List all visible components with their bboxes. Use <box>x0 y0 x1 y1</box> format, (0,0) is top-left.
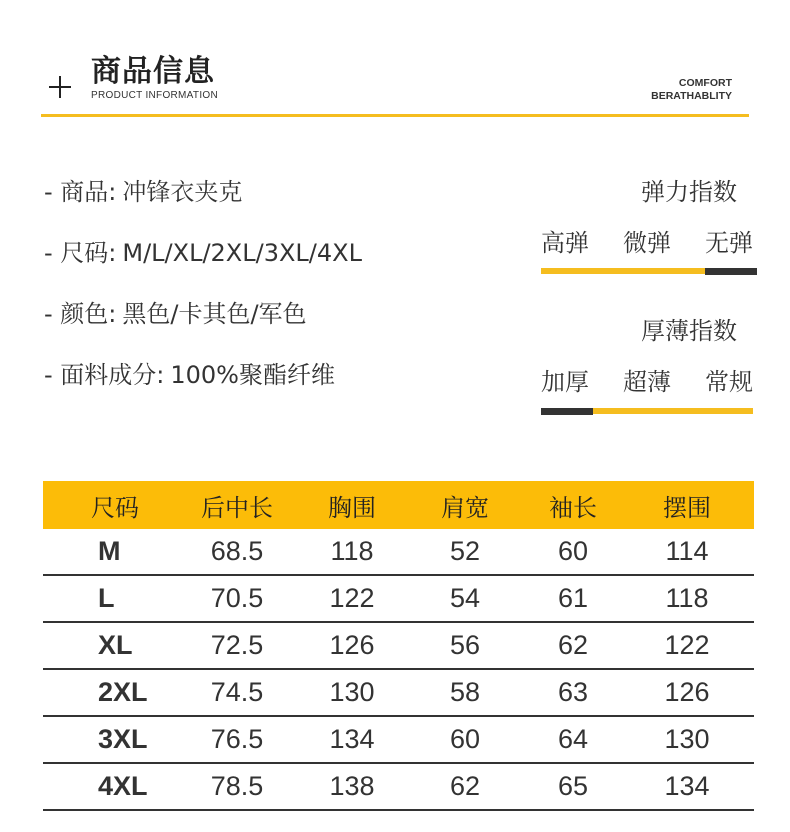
elasticity-option-high: 高弹 <box>541 229 589 257</box>
table-row <box>43 764 754 811</box>
comfort-line-1: COMFORT <box>678 77 732 89</box>
shoulder-cell: 52 <box>449 536 481 566</box>
size-cell: 2XL <box>98 677 148 707</box>
chest-cell: 126 <box>329 630 375 660</box>
info-value: 100%聚酯纤维 <box>170 361 335 389</box>
col-header-hem: 摆围 <box>663 493 711 522</box>
size-table <box>43 481 754 811</box>
info-value: 黑色/卡其色/军色 <box>122 300 307 328</box>
thickness-bar <box>541 408 753 414</box>
elasticity-options <box>541 223 753 258</box>
hem-cell: 134 <box>664 771 710 801</box>
info-row-fabric <box>44 355 368 416</box>
length-cell: 72.5 <box>210 630 264 660</box>
table-header <box>43 481 754 529</box>
table-row <box>43 717 754 764</box>
shoulder-cell: 54 <box>449 583 481 613</box>
info-row-color <box>44 294 368 355</box>
col-header-length: 后中长 <box>201 493 273 522</box>
hem-cell: 130 <box>664 724 710 754</box>
thickness-bar-indicator <box>541 408 593 415</box>
thickness-title: 厚薄指数 <box>641 317 737 345</box>
shoulder-cell: 58 <box>449 677 481 707</box>
info-label: - 面料成分: <box>44 361 165 389</box>
table-row <box>43 529 754 576</box>
thickness-option-thick: 加厚 <box>541 368 589 396</box>
elasticity-title: 弹力指数 <box>641 178 737 206</box>
length-cell: 76.5 <box>210 724 264 754</box>
length-cell: 74.5 <box>210 677 264 707</box>
elasticity-option-slight: 微弹 <box>623 229 671 257</box>
hem-cell: 126 <box>664 677 710 707</box>
size-cell: 4XL <box>98 771 148 801</box>
hem-cell: 118 <box>665 583 709 613</box>
col-header-chest: 胸围 <box>328 493 376 522</box>
sleeve-cell: 63 <box>557 677 589 707</box>
elasticity-bar <box>541 268 757 274</box>
sleeve-cell: 65 <box>557 771 589 801</box>
sleeve-cell: 64 <box>557 724 589 754</box>
shoulder-cell: 56 <box>449 630 481 660</box>
size-cell: 3XL <box>98 724 148 754</box>
sleeve-cell: 60 <box>557 536 589 566</box>
table-row <box>43 623 754 670</box>
elasticity-bar-indicator <box>705 268 757 275</box>
product-info-list <box>44 172 368 416</box>
plus-icon <box>49 76 71 98</box>
size-cell: XL <box>98 630 133 660</box>
hem-cell: 114 <box>665 536 709 566</box>
chest-cell: 138 <box>329 771 375 801</box>
length-cell: 68.5 <box>210 536 264 566</box>
info-value: M/L/XL/2XL/3XL/4XL <box>122 239 362 267</box>
size-cell: L <box>98 583 115 613</box>
thickness-option-thin: 超薄 <box>623 368 671 396</box>
chest-cell: 134 <box>329 724 375 754</box>
thickness-options <box>541 362 753 397</box>
header-divider <box>41 114 749 117</box>
info-row-size <box>44 233 368 294</box>
page-title: 商品信息 <box>91 54 215 89</box>
shoulder-cell: 60 <box>449 724 481 754</box>
col-header-size: 尺码 <box>91 493 139 522</box>
info-label: - 商品: <box>44 178 117 206</box>
info-value: 冲锋衣夹克 <box>122 178 243 206</box>
length-cell: 70.5 <box>210 583 264 613</box>
table-row <box>43 576 754 623</box>
chest-cell: 130 <box>329 677 375 707</box>
sleeve-cell: 61 <box>557 583 589 613</box>
comfort-line-2: BERATHABLITY <box>651 90 732 102</box>
chest-cell: 118 <box>330 536 374 566</box>
thickness-option-regular: 常规 <box>705 368 753 396</box>
info-row-product <box>44 172 368 233</box>
page-subtitle: PRODUCT INFORMATION <box>91 90 218 101</box>
chest-cell: 122 <box>329 583 375 613</box>
shoulder-cell: 62 <box>449 771 481 801</box>
info-label: - 颜色: <box>44 300 117 328</box>
size-cell: M <box>98 536 121 566</box>
info-label: - 尺码: <box>44 239 117 267</box>
length-cell: 78.5 <box>210 771 264 801</box>
sleeve-cell: 62 <box>557 630 589 660</box>
table-row <box>43 670 754 717</box>
col-header-shoulder: 肩宽 <box>441 493 489 522</box>
comfort-label <box>651 77 732 103</box>
col-header-sleeve: 袖长 <box>549 493 597 522</box>
hem-cell: 122 <box>664 630 710 660</box>
elasticity-option-none: 无弹 <box>705 229 753 257</box>
